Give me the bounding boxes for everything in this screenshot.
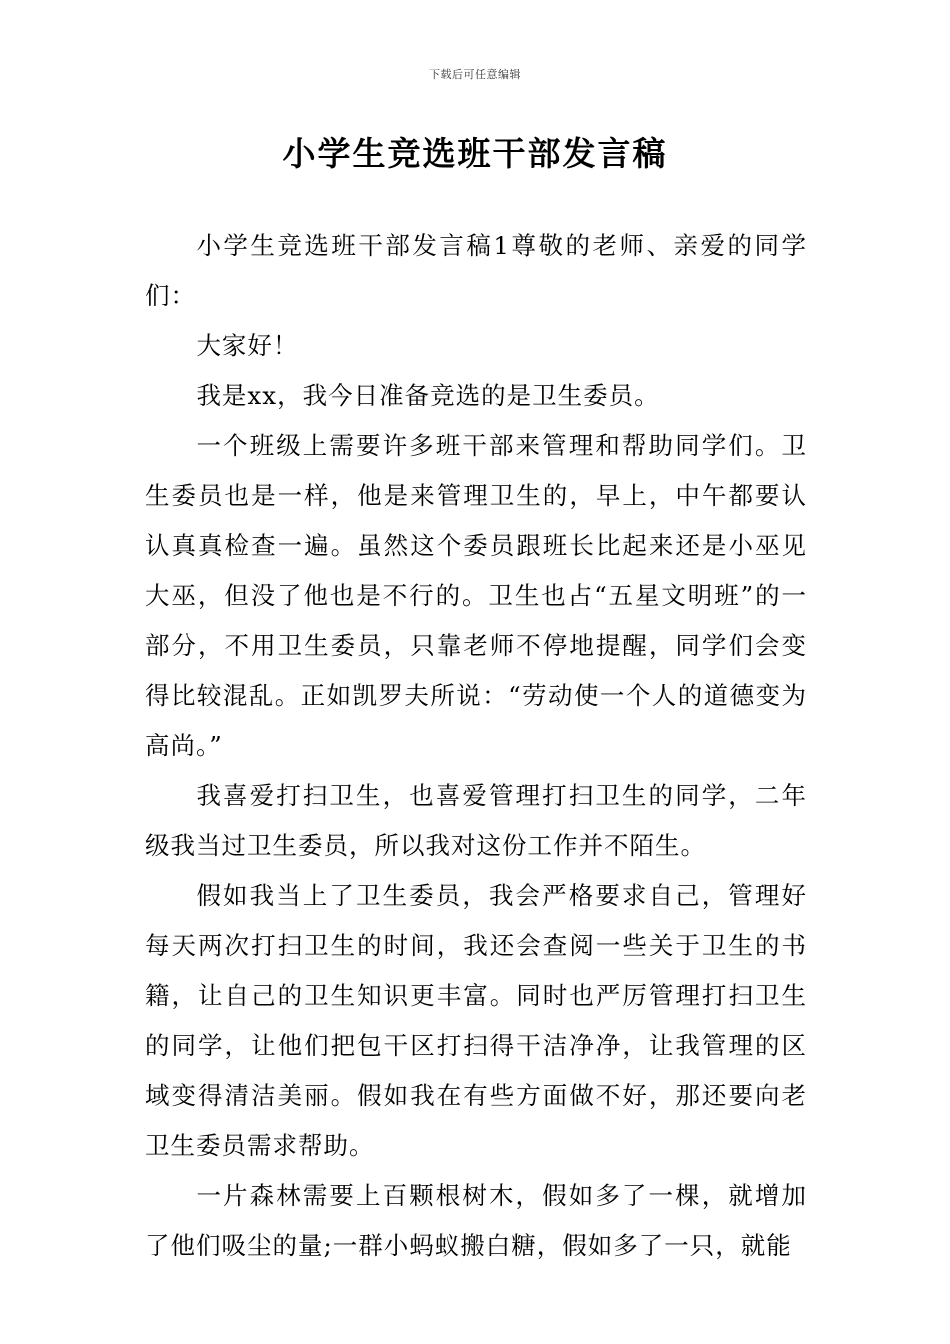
document-title: 小学生竞选班干部发言稿 xyxy=(282,134,668,173)
paragraph-plan: 假如我当上了卫生委员，我会严格要求自己，管理好每天两次打扫卫生的时间，我还会查阅一些关于卫生的书籍，让自己的卫生知识更丰富。同时也严厉管理打扫卫生的同学，让他们把包干区打扫得干洁净净，让我管理的区域变得清洁美丽。假如我在有些方面做不好，那还要向老卫生委员需求帮助。 xyxy=(145,881,807,1160)
paragraph-metaphor: 一片森林需要上百颗根树木，假如多了一棵，就增加了他们吸尘的量;一群小蚂蚁搬白糖，假如多了一只，就能 xyxy=(145,1181,807,1260)
paragraph-greeting-line: 小学生竞选班干部发言稿1尊敬的老师、亲爱的同学们： xyxy=(145,231,807,310)
header-note: 下载后可任意编辑 xyxy=(429,68,521,81)
paragraph-role-description: 一个班级上需要许多班干部来管理和帮助同学们。卫生委员也是一样，他是来管理卫生的，早上，中午都要认认真真检查一遍。虽然这个委员跟班长比起来还是小巫见大巫，但没了他也是不行的。卫生也占“五星文明班”的一部分，不用卫生委员，只靠老师不停地提醒，同学们会变得比较混乱。正如凯罗夫所说：“劳动使一个人的道德变为高尚。” xyxy=(145,431,807,760)
paragraph-introduction: 我是xx，我今日准备竞选的是卫生委员。 xyxy=(196,381,660,410)
paragraph-hello: 大家好！ xyxy=(196,331,299,360)
document-body xyxy=(145,221,807,1271)
paragraph-experience: 我喜爱打扫卫生，也喜爱管理打扫卫生的同学，二年级我当过卫生委员，所以我对这份工作并不陌生。 xyxy=(145,781,807,860)
